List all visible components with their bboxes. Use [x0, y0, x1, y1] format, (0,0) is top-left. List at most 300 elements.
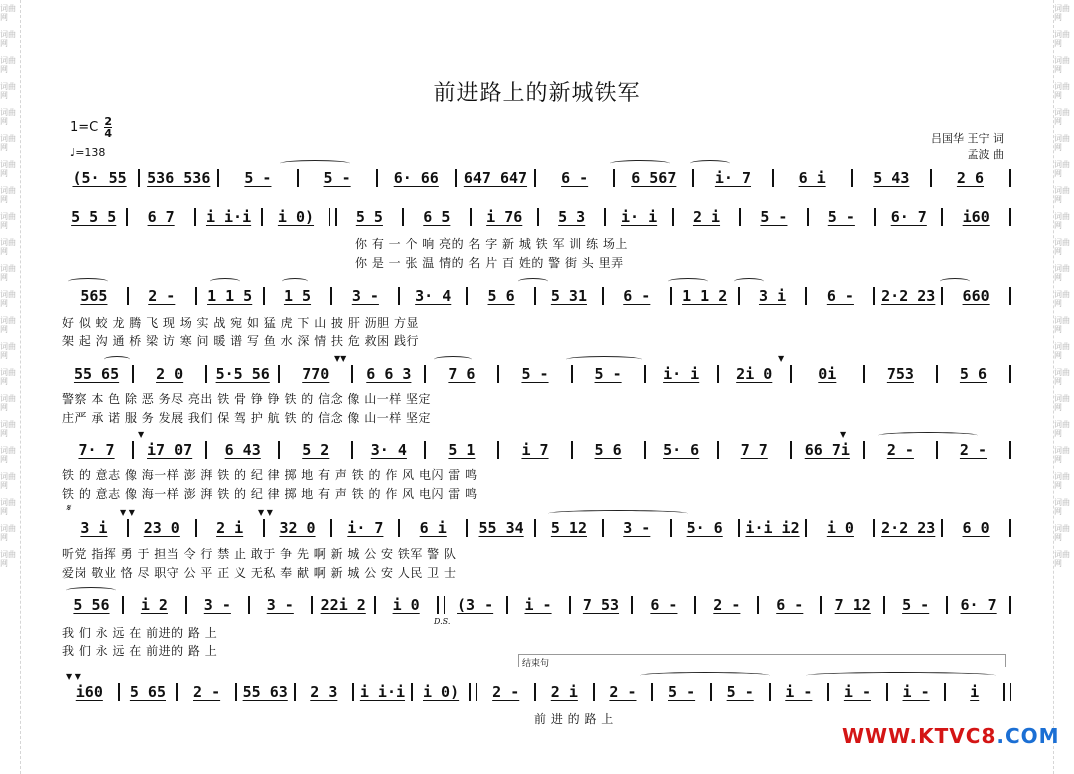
watermark-text: 词曲网 — [0, 212, 16, 230]
watermark-text: 词曲网 — [1054, 238, 1070, 256]
notation-row — [62, 595, 1012, 615]
barline — [466, 519, 468, 537]
barline — [644, 441, 646, 459]
slur-mark — [878, 432, 978, 439]
measure: 7 53 — [582, 596, 620, 614]
measure: 3 - — [266, 596, 294, 614]
double-barline — [437, 596, 445, 614]
measure: 2 i — [550, 683, 578, 701]
measure: 3 i — [80, 519, 108, 537]
measure: 5 - — [760, 208, 788, 226]
measure: 23 0 — [143, 519, 180, 537]
barline — [805, 519, 807, 537]
lyricist-credit: 吕国华 王宁 词 — [931, 132, 1004, 145]
barline — [941, 208, 943, 226]
measure: 2 i — [692, 208, 721, 226]
watermark-text: 词曲网 — [1054, 82, 1070, 100]
barline — [217, 169, 219, 187]
measure: 5 31 — [550, 287, 587, 305]
barline — [569, 596, 571, 614]
barline — [127, 287, 129, 305]
measure: i 0) — [277, 208, 315, 226]
barline — [863, 441, 865, 459]
barline — [263, 287, 265, 305]
measure: 6 - — [826, 287, 854, 305]
measure: 5 - — [902, 596, 930, 614]
measure: 2 0 — [156, 365, 184, 383]
barline — [670, 287, 672, 305]
barline — [602, 519, 604, 537]
barline — [398, 519, 400, 537]
right-watermark-strip — [1053, 0, 1074, 774]
barline — [248, 596, 250, 614]
barline — [790, 365, 792, 383]
barline — [294, 683, 296, 701]
barline — [769, 683, 771, 701]
slur-mark — [806, 672, 996, 679]
watermark-text: 词曲网 — [1054, 342, 1070, 360]
barline — [424, 365, 426, 383]
watermark-text: 词曲网 — [0, 524, 16, 542]
barline — [261, 208, 263, 226]
barline — [205, 441, 207, 459]
measure: i7 07 — [147, 441, 193, 459]
lyric-line-verse1: 警察 本 色 除 恶 务尽 亮出 铁 骨 铮 铮 铁 的 信念 像 山一样 坚定 — [62, 392, 432, 406]
barline — [873, 519, 875, 537]
watermark-text: 词曲网 — [0, 550, 16, 568]
measure: 3· 4 — [415, 287, 452, 305]
accent-mark: ▼ ▼ — [258, 508, 273, 517]
measure: 66 7i — [804, 441, 850, 459]
barline — [738, 519, 740, 537]
lyric-line-verse2: 架 起 沟 通 桥 梁 访 寒 问 暖 谱 写 鱼 水 深 情 扶 危 救困 践行 — [62, 334, 419, 348]
lyric-line-verse2: 我 们 永 远 在 前进的 路 上 — [62, 644, 218, 658]
barline — [883, 596, 885, 614]
measure: 2 - — [713, 596, 741, 614]
measure: 6 567 — [631, 169, 677, 187]
measure: 6· 7 — [890, 208, 927, 226]
measure: 5 - — [668, 683, 696, 701]
lyric-line-verse2: 铁 的 意志 像 海一样 澎 湃 铁 的 纪 律 掷 地 有 声 铁 的 作 风 电闪 雷 鸣 — [62, 487, 478, 501]
watermark-text: 词曲网 — [1054, 134, 1070, 152]
barline — [402, 208, 404, 226]
barline — [194, 208, 196, 226]
measure: 55 34 — [478, 519, 524, 537]
barline — [411, 683, 413, 701]
measure: 753 — [886, 365, 914, 383]
measure: 55 63 — [242, 683, 288, 701]
time-numerator: 2 — [104, 115, 113, 128]
barline — [297, 169, 299, 187]
final-barline — [1003, 683, 1011, 701]
measure: 7 7 — [740, 441, 768, 459]
measure: 7· 7 — [78, 441, 115, 459]
barline — [644, 365, 646, 383]
measure: 2 6 — [956, 169, 985, 187]
segno-sign: 𝄋 — [66, 503, 71, 514]
barline — [374, 596, 376, 614]
watermark-text: 词曲网 — [1054, 186, 1070, 204]
watermark-text: 词曲网 — [1054, 498, 1070, 516]
barline — [672, 208, 674, 226]
measure: 3 - — [623, 519, 651, 537]
measure: 660 — [962, 287, 990, 305]
notation-row — [62, 207, 1012, 227]
slur-mark — [566, 356, 642, 363]
accent-mark: ▼ ▼ — [120, 508, 135, 517]
barline — [351, 365, 353, 383]
barline — [534, 169, 536, 187]
measure: 2 - — [959, 441, 988, 459]
accent-mark: ▼▼ — [334, 354, 347, 363]
watermark-text: 词曲网 — [0, 342, 16, 360]
watermark-text: 词曲网 — [1054, 108, 1070, 126]
measure: 647 647 — [463, 169, 528, 187]
watermark-text: 词曲网 — [1054, 394, 1070, 412]
measure: i 7 — [521, 441, 549, 459]
measure: i - — [843, 683, 871, 701]
barline — [1009, 208, 1011, 226]
ending-label: 结束句 — [522, 659, 550, 669]
barline — [122, 596, 124, 614]
measure: 5 12 — [550, 519, 587, 537]
measure: 5 - — [827, 208, 855, 226]
watermark-text: 词曲网 — [1054, 550, 1070, 568]
barline — [944, 683, 946, 701]
measure: 6 0 — [962, 519, 990, 537]
watermark-text: 词曲网 — [1054, 472, 1070, 490]
measure: i - — [524, 596, 552, 614]
measure: 3 i — [758, 287, 787, 305]
lyric-line-verse2: 庄严 承 诺 服 务 发展 我们 保 驾 护 航 铁 的 信念 像 山一样 坚定 — [62, 411, 432, 425]
measure: (3 - — [457, 596, 494, 614]
barline — [534, 683, 536, 701]
barline — [739, 208, 741, 226]
measure: 3 - — [351, 287, 379, 305]
slur-mark — [280, 160, 350, 167]
slur-mark — [104, 356, 130, 363]
barline — [851, 169, 853, 187]
barline — [185, 596, 187, 614]
measure: i 0) — [423, 683, 460, 701]
measure: 6 - — [776, 596, 804, 614]
barline — [311, 596, 313, 614]
watermark-text: 词曲网 — [0, 316, 16, 334]
accent-mark: ▼ ▼ — [66, 672, 81, 681]
barline — [863, 365, 865, 383]
key-signature — [70, 116, 112, 139]
repeat-start-barline — [329, 208, 337, 226]
barline — [1009, 365, 1011, 383]
barline — [1009, 519, 1011, 537]
slur-mark — [518, 278, 548, 285]
time-denominator: 4 — [104, 127, 113, 140]
lyric-line-ending: 前 进 的 路 上 — [534, 712, 614, 726]
measure: i60 — [75, 683, 103, 701]
barline — [235, 683, 237, 701]
measure: 6 43 — [224, 441, 261, 459]
barline — [330, 519, 332, 537]
lyric-line-verse1: 我 们 永 远 在 前进的 路 上 — [62, 626, 218, 640]
barline — [790, 441, 792, 459]
slur-mark — [734, 278, 764, 285]
barline — [772, 169, 774, 187]
watermark-text: 词曲网 — [1054, 30, 1070, 48]
notation-row — [62, 440, 1012, 460]
watermark-text: 词曲网 — [1054, 420, 1070, 438]
slur-mark — [434, 356, 472, 363]
barline — [613, 169, 615, 187]
barline — [827, 683, 829, 701]
barline — [936, 365, 938, 383]
measure: 2·2 23 — [881, 519, 936, 537]
lyric-line-verse1: 好 似 蛟 龙 腾 飞 现 场 实 战 宛 如 猛 虎 下 山 披 肝 沥胆 方显 — [62, 316, 419, 330]
barline — [470, 208, 472, 226]
measure: 770 — [302, 365, 330, 383]
watermark-text: 词曲网 — [1054, 290, 1070, 308]
barline — [330, 287, 332, 305]
accent-mark: ▼ — [138, 430, 145, 439]
barline — [1009, 169, 1011, 187]
website-name: WWW.KTVC8 — [842, 724, 997, 748]
slur-mark — [68, 278, 108, 285]
barline — [351, 441, 353, 459]
barline — [738, 287, 740, 305]
measure: 1 5 — [283, 287, 312, 305]
measure: 5 - — [323, 169, 351, 187]
watermark-text: 词曲网 — [1054, 160, 1070, 178]
measure: 5·5 56 — [215, 365, 270, 383]
barline — [571, 365, 573, 383]
barline — [602, 287, 604, 305]
slur-mark — [210, 278, 240, 285]
barline — [710, 683, 712, 701]
watermark-text: 词曲网 — [0, 186, 16, 204]
barline — [352, 683, 354, 701]
measure: 5 - — [594, 365, 622, 383]
barline — [176, 683, 178, 701]
measure: 5· 6 — [663, 441, 700, 459]
key-label: 1=C — [70, 120, 99, 135]
measure: 536 536 — [147, 169, 211, 187]
barline — [127, 519, 129, 537]
barline — [941, 287, 943, 305]
barline — [946, 596, 948, 614]
watermark-text: 词曲网 — [0, 30, 16, 48]
notation-row — [62, 364, 1012, 384]
measure: 5 5 5 — [71, 208, 117, 226]
barline — [132, 365, 134, 383]
barline — [757, 596, 759, 614]
measure: 6· 7 — [960, 596, 997, 614]
measure: 1 1 5 — [207, 287, 253, 305]
measure: 5 2 — [302, 441, 330, 459]
composer-credit: 孟波 曲 — [967, 148, 1004, 161]
barline — [1009, 596, 1011, 614]
measure: 7 6 — [448, 365, 476, 383]
measure: 6 - — [650, 596, 678, 614]
measure: 5 6 — [959, 365, 988, 383]
slur-mark — [690, 160, 730, 167]
barline — [651, 683, 653, 701]
measure: 5 - — [521, 365, 549, 383]
measure: 2 - — [492, 683, 520, 701]
watermark-text: 词曲网 — [1054, 524, 1070, 542]
watermark-text: 词曲网 — [0, 472, 16, 490]
barline — [941, 519, 943, 537]
watermark-text: 词曲网 — [0, 160, 16, 178]
watermark-text: 词曲网 — [0, 394, 16, 412]
measure: 5 6 — [594, 441, 622, 459]
lyric-line-verse1: 你 有 一 个 响 亮的 名 字 新 城 铁 军 训 练 场上 — [355, 237, 628, 251]
measure: 7 12 — [834, 596, 871, 614]
barline — [278, 365, 280, 383]
barline — [195, 287, 197, 305]
barline — [534, 519, 536, 537]
barline — [886, 683, 888, 701]
barline — [805, 287, 807, 305]
measure: 565 — [80, 287, 108, 305]
lyric-line-verse1: 铁 的 意志 像 海一样 澎 湃 铁 的 纪 律 掷 地 有 声 铁 的 作 风 电闪 雷 鸣 — [62, 468, 478, 482]
measure: 2 - — [193, 683, 221, 701]
measure: i· 7 — [347, 519, 384, 537]
measure: 6 5 — [423, 208, 451, 226]
slur-mark — [940, 278, 970, 285]
measure: 2 3 — [310, 683, 338, 701]
barline — [571, 441, 573, 459]
measure: 5 5 — [355, 208, 383, 226]
measure: 6· 66 — [393, 169, 439, 187]
watermark-text: 词曲网 — [0, 420, 16, 438]
measure: i i·i — [359, 683, 406, 701]
barline — [873, 287, 875, 305]
notation-row — [62, 518, 1012, 538]
barline — [537, 208, 539, 226]
barline — [497, 365, 499, 383]
measure: i 0 — [392, 596, 420, 614]
measure: i· 7 — [714, 169, 752, 187]
watermark-text: 词曲网 — [0, 290, 16, 308]
lyric-line-verse2: 你 是 一 张 温 情的 名 片 百 姓的 警 街 头 里弄 — [355, 256, 624, 270]
accent-mark: ▼ — [778, 354, 785, 363]
barline — [936, 441, 938, 459]
measure: 5 - — [244, 169, 272, 187]
measure: 2 i — [216, 519, 244, 537]
watermark-text: 词曲网 — [0, 56, 16, 74]
measure: i60 — [962, 208, 990, 226]
tempo-marking: ♩=138 — [70, 146, 106, 159]
measure: 5 3 — [558, 208, 586, 226]
watermark-text: 词曲网 — [0, 368, 16, 386]
measure: 6 7 — [147, 208, 175, 226]
barline — [126, 208, 128, 226]
measure: i 76 — [486, 208, 523, 226]
barline — [670, 519, 672, 537]
barline — [497, 441, 499, 459]
watermark-text: 词曲网 — [0, 4, 16, 22]
slur-mark — [668, 278, 708, 285]
watermark-text: 词曲网 — [0, 446, 16, 464]
measure: 5 56 — [73, 596, 110, 614]
slur-mark — [282, 278, 308, 285]
measure: 2i 0 — [736, 365, 773, 383]
measure: i 0 — [826, 519, 854, 537]
watermark-text: 词曲网 — [1054, 264, 1070, 282]
barline — [455, 169, 457, 187]
barline — [604, 208, 606, 226]
measure: i i·i — [205, 208, 252, 226]
barline — [376, 169, 378, 187]
measure: 1 1 2 — [682, 287, 728, 305]
measure: i· i — [663, 365, 700, 383]
measure: 6 i — [798, 169, 826, 187]
watermark-text: 词曲网 — [1054, 368, 1070, 386]
ending-bracket — [518, 654, 1006, 667]
ds-sign: D.S. — [434, 617, 451, 626]
barline — [466, 287, 468, 305]
watermark-text: 词曲网 — [0, 498, 16, 516]
measure: 6 - — [561, 169, 589, 187]
barline — [820, 596, 822, 614]
measure: 3 - — [203, 596, 231, 614]
measure: 3· 4 — [370, 441, 407, 459]
website-domain: .COM — [996, 724, 1060, 748]
barline — [534, 287, 536, 305]
accent-mark: ▼ — [840, 430, 847, 439]
measure: 6 i — [419, 519, 447, 537]
notation-row — [62, 286, 1012, 306]
measure: 6 6 3 — [366, 365, 412, 383]
measure: i· i — [621, 208, 658, 226]
measure: 5 43 — [873, 169, 910, 187]
barline — [138, 169, 140, 187]
barline — [278, 441, 280, 459]
barline — [195, 519, 197, 537]
barline — [398, 287, 400, 305]
barline — [118, 683, 120, 701]
notation-row — [62, 682, 1012, 702]
watermark-text: 词曲网 — [1054, 212, 1070, 230]
left-watermark-strip — [0, 0, 21, 774]
slur-mark — [640, 672, 770, 679]
notation-row — [62, 168, 1012, 188]
measure: i·i i2 — [745, 519, 800, 537]
barline — [263, 519, 265, 537]
measure: 5 65 — [129, 683, 166, 701]
barline — [593, 683, 595, 701]
measure: i - — [785, 683, 813, 701]
lyric-line-verse2: 爱岗 敬业 恪 尽 职守 公 平 正 义 无私 奉 献 啊 新 城 公 安 人民 卫 士 — [62, 566, 457, 580]
measure: i — [970, 683, 980, 701]
measure: 2 - — [609, 683, 637, 701]
watermark-text: 词曲网 — [0, 82, 16, 100]
measure: 2 - — [148, 287, 176, 305]
watermark-text: 词曲网 — [1054, 316, 1070, 334]
time-signature — [104, 116, 112, 139]
barline — [1009, 441, 1011, 459]
lyric-line-verse1: 听党 指挥 勇 于 担当 令 行 禁 止 敢于 争 先 啊 新 城 公 安 铁军 警 队 — [62, 547, 457, 561]
barline — [930, 169, 932, 187]
barline — [694, 596, 696, 614]
watermark-text: 词曲网 — [1054, 56, 1070, 74]
barline — [205, 365, 207, 383]
barline — [506, 596, 508, 614]
measure: 2·2 23 — [881, 287, 936, 305]
measure: 55 65 — [73, 365, 120, 383]
measure: 5 6 — [487, 287, 515, 305]
slur-mark — [66, 587, 116, 594]
measure: i - — [902, 683, 930, 701]
